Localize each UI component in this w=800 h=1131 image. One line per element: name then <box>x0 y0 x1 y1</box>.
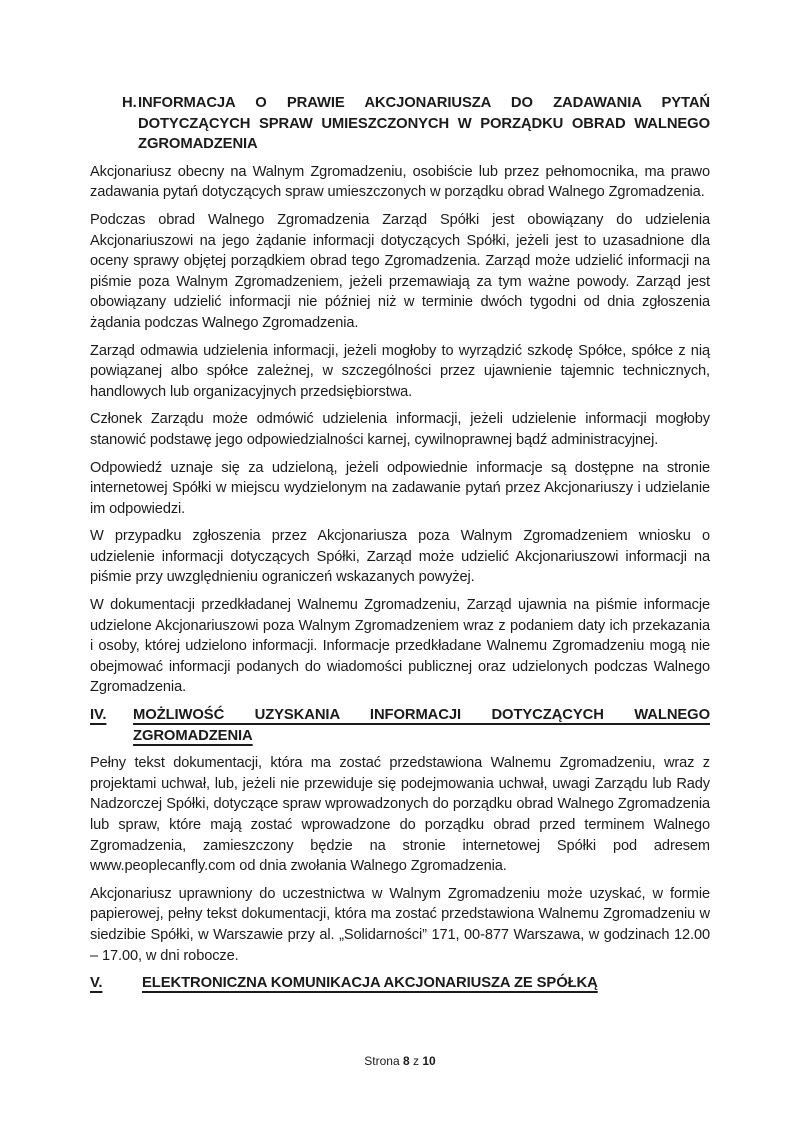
section-heading-v <box>90 973 710 994</box>
paragraph-h-4: Członek Zarządu może odmówić udzielenia informacji, jeżeli udzielenie informacji mogłoby stanowić podstawę jego odpowiedzialności karnej, cywilnoprawnej bądź administracyjnej. <box>90 411 710 448</box>
page-footer <box>0 1054 800 1069</box>
section-h-title: INFORMACJA O PRAWIE AKCJONARIUSZA DO ZADAWANIA PYTAŃ DOTYCZĄCYCH SPRAW UMIESZCZONYCH W PORZĄDKU OBRAD WALNEGO ZGROMADZENIA <box>138 95 710 153</box>
section-iv-number: IV. <box>90 707 107 724</box>
footer-label: Strona <box>364 1054 400 1068</box>
paragraph-h-2: Podczas obrad Walnego Zgromadzenia Zarząd Spółki jest obowiązany do udzielenia Akcjonariuszowi na jego żądanie informacji dotyczących Spółki, jeżeli jest to uzasadnione dla oceny sprawy objętej porządkiem obrad tego Zgromadzenia. Zarząd może udzielić informacji na piśmie poza Walnym Zgromadzeniem, jeżeli przemawiają za tym ważne powody. Zarząd jest obowiązany udzielić informacji nie później niż w terminie dwóch tygodni od dnia zgłoszenia żądania podczas Walnego Zgromadzenia. <box>90 211 710 331</box>
paragraph-h-7: W dokumentacji przedkładanej Walnemu Zgromadzeniu, Zarząd ujawnia na piśmie informacje udzielone Akcjonariuszowi poza Walnym Zgromadzeniem wraz z podaniem daty ich przekazania i osoby, której udzielono informacji. Informacje przedkładane Walnemu Zgromadzeniu mogą nie obejmować informacji podanych do wiadomości publicznej oraz udzielonych podczas Walnego Zgromadzenia. <box>90 597 710 696</box>
section-heading-iv <box>90 705 710 746</box>
footer-page-number: 8 <box>402 1054 410 1068</box>
section-iv-title: MOŻLIWOŚĆ UZYSKANIA INFORMACJI DOTYCZĄCYCH WALNEGO ZGROMADZENIA <box>133 707 710 744</box>
section-h-number: H. <box>122 95 137 111</box>
paragraph-h-3: Zarząd odmawia udzielenia informacji, jeżeli mogłoby to wyrządzić szkodę Spółce, spółce z nią powiązanej albo spółce zależnej, w szczególności przez ujawnienie tajemnic technicznych, handlowych lub organizacyjnych przedsiębiorstwa. <box>90 342 710 400</box>
footer-total-pages: 10 <box>422 1054 436 1068</box>
paragraph-h-6: W przypadku zgłoszenia przez Akcjonariusza poza Walnym Zgromadzeniem wniosku o udzielenie informacji dotyczących Spółki, Zarząd może udzielić Akcjonariuszowi informacji na piśmie przy uwzględnieniu ograniczeń wskazanych powyżej. <box>90 528 710 586</box>
footer-of-word: z <box>413 1054 420 1068</box>
paragraph-iv-2: Akcjonariusz uprawniony do uczestnictwa w Walnym Zgromadzeniu może uzyskać, w formie papierowej, pełny tekst dokumentacji, która ma zostać przedstawiona Walnemu Zgromadzeniu w siedzibie Spółki, w Warszawie przy al. „Solidarności” 171, 00-877 Warszawa, w godzinach 12.00 – 17.00, w dni robocze. <box>90 885 710 964</box>
document-content <box>90 93 710 1001</box>
section-v-title: ELEKTRONICZNA KOMUNIKACJA AKCJONARIUSZA ZE SPÓŁKĄ <box>142 975 598 992</box>
section-v-number: V. <box>90 975 103 992</box>
section-heading-h <box>90 93 710 155</box>
paragraph-h-5: Odpowiedź uznaje się za udzieloną, jeżeli odpowiednie informacje są dostępne na stronie internetowej Spółki w miejscu wydzielonym na zadawanie pytań przez Akcjonariuszy i udzielanie im odpowiedzi. <box>90 459 710 517</box>
paragraph-iv-1: Pełny tekst dokumentacji, która ma zostać przedstawiona Walnemu Zgromadzeniu, wraz z projektami uchwał, lub, jeżeli nie przewiduje się podejmowania uchwał, uwagi Zarządu lub Rady Nadzorczej Spółki, dotyczące spraw wprowadzonych do porządku obrad Walnego Zgromadzenia lub spraw, które mają zostać wprowadzone do porządku obrad przed terminem Walnego Zgromadzenia, zamieszczony będzie na stronie internetowej Spółki pod adresem www.peoplecanfly.com od dnia zwołania Walnego Zgromadzenia. <box>90 755 710 875</box>
paragraph-h-1: Akcjonariusz obecny na Walnym Zgromadzeniu, osobiście lub przez pełnomocnika, ma prawo zadawania pytań dotyczących spraw umieszczonych w porządku obrad Walnego Zgromadzenia. <box>90 163 710 201</box>
